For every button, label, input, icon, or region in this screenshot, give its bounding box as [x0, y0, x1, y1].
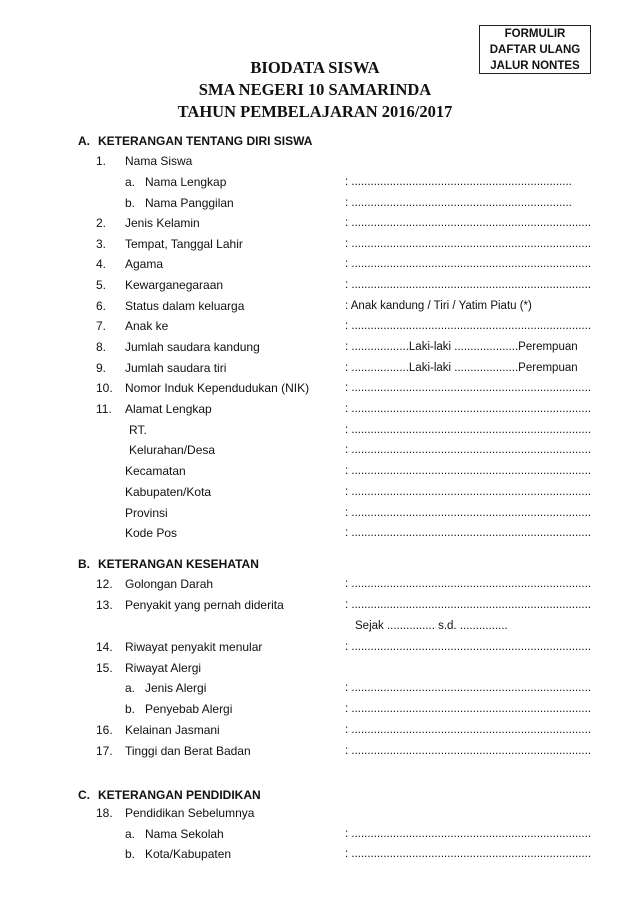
section-letter: C. [78, 788, 90, 802]
field-label: Riwayat Alergi [125, 661, 202, 675]
field-blank[interactable]: : ........................................................................... [345, 424, 592, 436]
section-a-heading [78, 134, 312, 148]
field-label: Kecamatan [125, 464, 186, 478]
field-label: Agama [125, 257, 164, 271]
item-number: 15. [96, 661, 113, 675]
form-row [0, 235, 638, 253]
field-label: Jenis Kelamin [125, 216, 200, 230]
field-label: Golongan Darah [125, 577, 214, 591]
form-row [0, 742, 638, 760]
field-label: Jenis Alergi [145, 681, 207, 695]
field-label: Provinsi [125, 506, 168, 520]
field-label: Nama Panggilan [145, 196, 234, 210]
form-row [0, 317, 638, 335]
academic-year: TAHUN PEMBELAJARAN 2016/2017 [177, 102, 453, 121]
form-row [0, 462, 638, 480]
field-blank[interactable]: : ........................................................................... [345, 578, 592, 590]
field-label: Kota/Kabupaten [145, 847, 232, 861]
field-label: Riwayat penyakit menular [125, 640, 263, 654]
section-letter: B. [78, 557, 90, 571]
field-label: Kode Pos [125, 526, 178, 540]
section-title: KETERANGAN PENDIDIKAN [98, 788, 261, 802]
field-blank[interactable]: : ........................................................................... [345, 444, 592, 456]
form-row [0, 276, 638, 294]
field-label: Anak ke [125, 319, 169, 333]
field-label: Tempat, Tanggal Lahir [125, 237, 243, 251]
item-number: 5. [96, 278, 107, 292]
item-number: 11. [96, 402, 112, 416]
sub-item-letter: a. [125, 827, 136, 841]
field-blank[interactable]: : ........................................................................... [345, 403, 592, 415]
field-label: Jumlah saudara kandung [125, 340, 260, 354]
form-row [0, 679, 638, 697]
field-blank[interactable]: : ........................................................................... [345, 382, 592, 394]
document-title: BIODATA SISWA [250, 58, 380, 77]
item-number: 4. [96, 257, 107, 271]
item-number: 9. [96, 361, 107, 375]
form-type-badge [479, 25, 591, 74]
item-number: 14. [96, 640, 113, 654]
item-number: 1. [96, 154, 107, 168]
form-row [0, 504, 638, 522]
item-number: 17. [96, 744, 113, 758]
form-row [0, 255, 638, 273]
field-label: Alamat Lengkap [125, 402, 212, 416]
sub-item-letter: b. [125, 196, 136, 210]
item-number: 12. [96, 577, 113, 591]
field-label: RT. [129, 423, 147, 437]
field-blank[interactable]: : ........................................................................... [345, 486, 592, 498]
field-blank[interactable]: : ........................................................................... [345, 599, 592, 611]
field-label: Tinggi dan Berat Badan [125, 744, 251, 758]
form-row [0, 338, 638, 356]
badge-line-2: DAFTAR ULANG [489, 43, 581, 56]
field-label: Kelurahan/Desa [129, 443, 216, 457]
form-row [0, 617, 638, 635]
field-blank[interactable]: : ........................................................................... [345, 258, 592, 270]
form-row [0, 596, 638, 614]
field-blank[interactable]: : ........................................................................... [345, 527, 592, 539]
badge-line-1: FORMULIR [504, 27, 566, 40]
field-label: Penyebab Alergi [145, 702, 233, 716]
form-row [0, 638, 638, 656]
section-c-heading [78, 788, 261, 802]
school-name: SMA NEGERI 10 SAMARINDA [198, 80, 432, 99]
sub-item-letter: a. [125, 175, 136, 189]
field-label: Penyakit yang pernah diderita [125, 598, 284, 612]
field-label: Kabupaten/Kota [125, 485, 212, 499]
field-blank[interactable]: : ........................................................................... [345, 465, 592, 477]
field-label: Pendidikan Sebelumnya [125, 806, 255, 820]
item-number: 18. [96, 806, 113, 820]
item-number: 6. [96, 299, 107, 313]
field-blank[interactable]: : ........................................................................... [345, 217, 592, 229]
item-number: 16. [96, 723, 113, 737]
field-blank[interactable]: : ..................................................................... [345, 197, 572, 209]
form-row [0, 194, 638, 212]
form-row [0, 659, 638, 677]
form-row [0, 441, 638, 459]
form-row [0, 359, 638, 377]
badge-line-3: JALUR NONTES [490, 59, 580, 72]
section-letter: A. [78, 134, 90, 148]
form-row [0, 700, 638, 718]
field-label: Nama Lengkap [145, 175, 227, 189]
field-blank[interactable]: : ........................................................................... [345, 507, 592, 519]
field-blank[interactable]: : Anak kandung / Tiri / Yatim Piatu (*) [345, 300, 532, 312]
field-blank[interactable]: : ..................Laki-laki ....................Perempuan [345, 362, 578, 374]
form-row [0, 524, 638, 542]
field-blank[interactable]: : ........................................................................... [345, 745, 592, 757]
field-blank[interactable]: : ........................................................................... [345, 320, 592, 332]
sub-item-letter: b. [125, 847, 136, 861]
form-row [0, 421, 638, 439]
field-blank[interactable]: : ..................................................................... [345, 176, 572, 188]
item-number: 7. [96, 319, 107, 333]
form-row [0, 152, 638, 170]
field-blank[interactable]: : ..................Laki-laki ....................Perempuan [345, 341, 578, 353]
section-title: KETERANGAN KESEHATAN [98, 557, 259, 571]
field-blank[interactable]: : ........................................................................... [345, 641, 592, 653]
field-blank[interactable]: : ........................................................................... [345, 238, 592, 250]
field-label: Status dalam keluarga [125, 299, 245, 313]
item-number: 8. [96, 340, 107, 354]
field-label: Kelainan Jasmani [125, 723, 220, 737]
form-row [0, 721, 638, 739]
form-row [0, 379, 638, 397]
field-label: Nomor Induk Kependudukan (NIK) [125, 381, 310, 395]
form-row [0, 400, 638, 418]
form-row [0, 825, 638, 843]
sub-item-letter: a. [125, 681, 136, 695]
form-row [0, 575, 638, 593]
field-label: Kewarganegaraan [125, 278, 224, 292]
form-row [0, 845, 638, 863]
item-number: 13. [96, 598, 113, 612]
field-blank[interactable]: : ........................................................................... [345, 703, 592, 715]
form-row [0, 214, 638, 232]
field-label: Jumlah saudara tiri [125, 361, 227, 375]
field-blank[interactable]: : ........................................................................... [345, 682, 592, 694]
form-row [0, 297, 638, 315]
form-row [0, 804, 638, 822]
section-b-heading [78, 557, 259, 571]
field-blank[interactable]: Sejak ............... s.d. ............... [355, 620, 508, 632]
field-blank[interactable]: : ........................................................................... [345, 828, 592, 840]
form-row [0, 483, 638, 501]
item-number: 10. [96, 381, 113, 395]
field-blank[interactable]: : ........................................................................... [345, 848, 592, 860]
field-blank[interactable]: : ........................................................................... [345, 279, 592, 291]
section-title: KETERANGAN TENTANG DIRI SISWA [98, 134, 313, 148]
item-number: 2. [96, 216, 107, 230]
field-blank[interactable]: : ........................................................................... [345, 724, 592, 736]
field-label: Nama Sekolah [145, 827, 224, 841]
form-row [0, 173, 638, 191]
sub-item-letter: b. [125, 702, 136, 716]
field-label: Nama Siswa [125, 154, 193, 168]
item-number: 3. [96, 237, 107, 251]
